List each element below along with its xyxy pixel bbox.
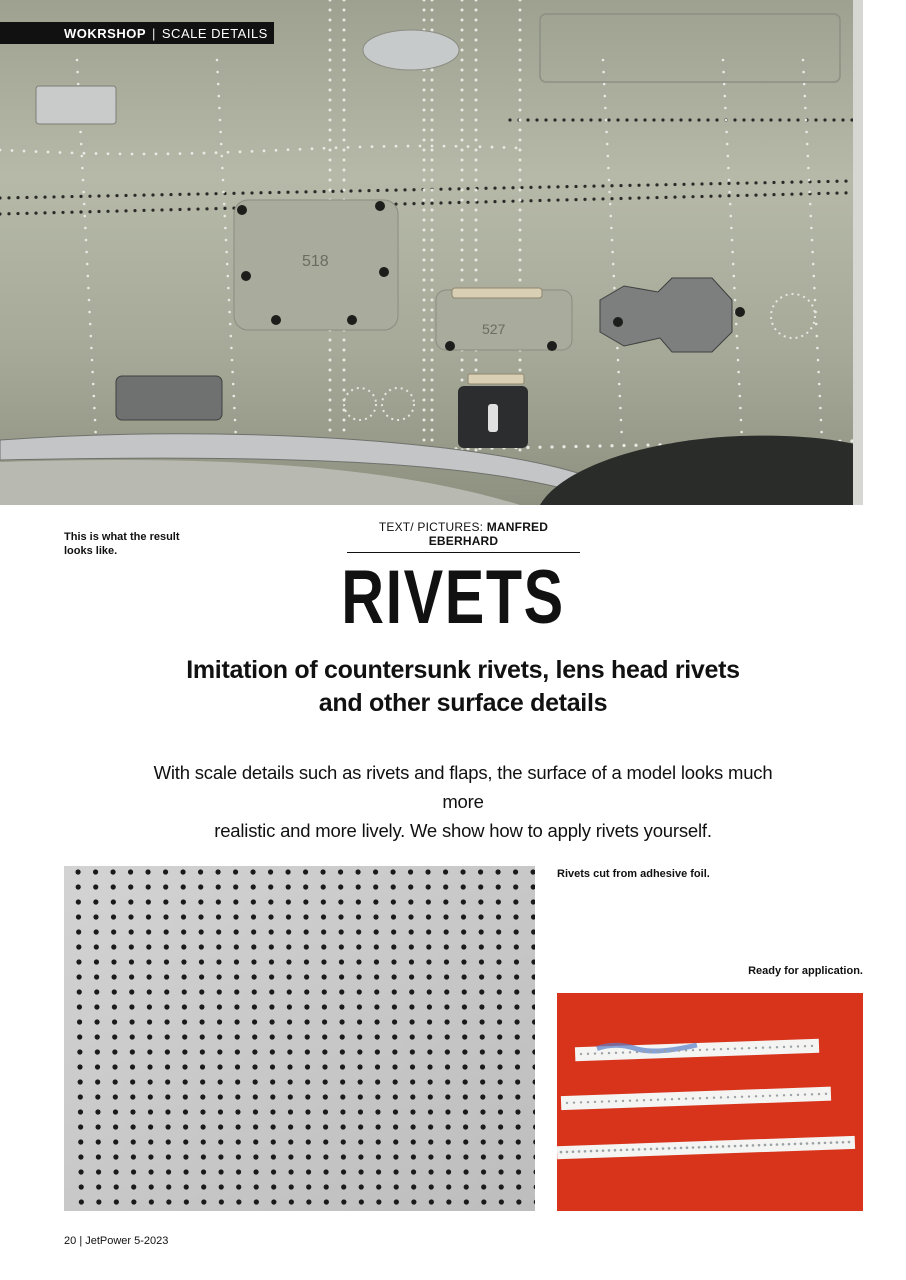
foil-strips-illustration	[557, 993, 863, 1211]
section-tag	[0, 22, 274, 44]
aircraft-fuselage-illustration	[0, 0, 863, 505]
section-label: WOKRSHOP	[64, 25, 146, 41]
round-hatch	[363, 30, 459, 70]
page-footer	[64, 1235, 168, 1247]
article-subtitle	[160, 654, 766, 720]
page-number: 20	[64, 1235, 77, 1247]
byline-prefix: TEXT/ PICTURES:	[378, 520, 484, 534]
byline-author: MANFRED EBERHARD	[428, 520, 549, 548]
section-sublabel: SCALE DETAILS	[161, 25, 268, 41]
footer-divider: |	[79, 1235, 83, 1247]
foil-rivets-photo	[64, 866, 535, 1211]
access-panel	[36, 86, 116, 124]
hero-caption: This is what the result looks like.	[64, 531, 180, 557]
byline	[347, 520, 580, 553]
magazine-issue: JetPower 5-2023	[85, 1235, 169, 1247]
ready-caption: Ready for application.	[748, 965, 863, 977]
panel-527	[436, 290, 572, 350]
article-lead	[150, 758, 776, 845]
metal-flap	[116, 376, 222, 420]
subtitle-line: Imitation of countersunk rivets, lens head rivets	[186, 656, 740, 684]
marking-527: 527	[482, 321, 506, 337]
metal-plate	[600, 278, 732, 352]
hero-photo	[0, 0, 863, 505]
foil-caption: Rivets cut from adhesive foil.	[557, 868, 710, 880]
hinge	[452, 288, 542, 298]
marking-518: 518	[302, 253, 329, 270]
subtitle-line: and other surface details	[318, 689, 608, 717]
rivet-dots-illustration	[64, 866, 535, 1211]
hinge	[468, 374, 524, 384]
lead-line: realistic and more lively. We show how to apply rivets yourself.	[214, 820, 712, 841]
foil-strips-photo	[557, 993, 863, 1211]
lead-line: With scale details such as rivets and flaps, the surface of a model looks much more	[153, 762, 773, 812]
section-divider: |	[152, 25, 156, 41]
article-title: RIVETS	[341, 555, 565, 640]
